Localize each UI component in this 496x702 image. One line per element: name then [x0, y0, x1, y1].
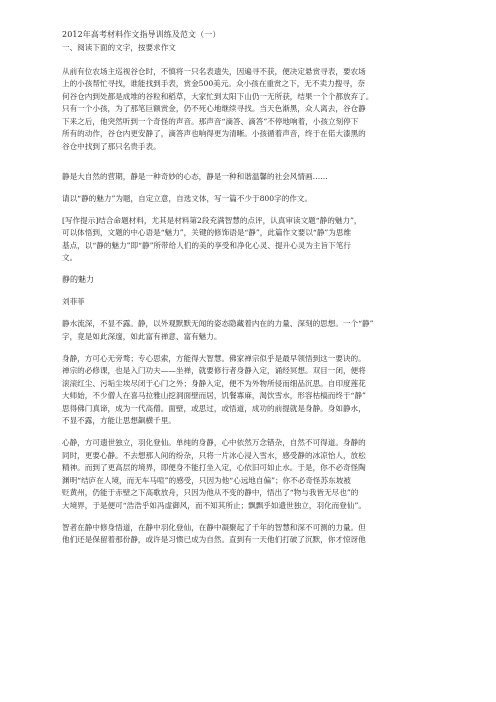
paragraph-line: 渊明“结庐在人境，而无车马喧”的感受，只因为他“心远地自偏”；你不必奇怪苏东坡被 — [62, 475, 351, 485]
paragraph-line: 智者在静中修身悟道，在静中羽化登仙，在静中凝聚起了千年的智慧和深不可测的力量。但 — [62, 522, 366, 532]
paragraph-line: 精神。而到了更高层的境界，即便身不能打坐入定，心依旧可如止水。于是，你不必奇怪陶 — [62, 463, 366, 472]
paragraph-line: 下来之后，他突然听到一个奇怪的声音。那声音“滴答、滴答”不停地响着，小孩立刻停下 — [62, 116, 359, 126]
paragraph-line: 上的小孩帮忙寻找，谁能找到手表，赏金500美元。众小孩在重赏之下，无不卖力搜寻，奈 — [62, 79, 366, 88]
doc-title: 2012年高考材料作文指导训练及范文（一） — [62, 30, 221, 39]
essay-paragraph-1 — [62, 318, 436, 343]
paragraph-line: 同时，更要心静。不去想那人间的纷杂，只将一片冰心浸入雪水，感受静的冰凉怡人，放松 — [62, 450, 366, 460]
paragraph-line: 基点，以“静的魅力”即“静”所带给人们的美的享受和净化心灵、提升心灵为主旨下笔行 — [62, 240, 351, 250]
paragraph-line: 只有一个小孩，为了那笔巨额赏金，仍不死心地继续寻找。当天色渐黑，众人离去，谷仓静 — [62, 104, 366, 113]
paragraph-line: 所有的动作，谷仓内更安静了，滴答声也响得更为清晰。小孩循着声音，终于在偌大漆黑的 — [62, 129, 366, 138]
paragraph-line: 大境界，于是便可“浩浩乎如冯虚御风，而不知其所止；飘飘乎如遗世独立，羽化而登仙”。 — [62, 500, 366, 510]
paragraph-line: 字，竟是如此深邃，如此富有禅意、富有魅力。 — [62, 331, 222, 341]
paragraph-line: 大师始，不少僧人在喜马拉雅山挖洞面壁而居，饥餐寡麻，渴饮雪水，形容枯槁而终于“静” — [62, 391, 366, 400]
paragraph-line: 何谷仓内到处都是成堆的谷粒和稻草，大家忙到太阳下山仍一无所获，结果一个个都放弃了。 — [62, 91, 374, 101]
story-paragraph — [62, 66, 436, 154]
essay-title: 静的魅力 — [62, 275, 94, 284]
paragraph-line: 静水流深，不显不露。静，以外观默默无闻的姿态隐藏着内在的力量、深刻的思想。一个“静” — [62, 319, 374, 328]
essay-paragraph-2 — [62, 353, 436, 428]
essay-paragraph-3 — [62, 437, 436, 512]
paragraph-line: 滚滚红尘、污垢尘埃尽闭于心门之外；身静入定，便不为外物所侵而细品沉思。自印度莲花 — [62, 378, 366, 388]
section-heading: 一、阅读下面的文字，按要求作文 — [62, 42, 176, 52]
requirement-line: 请以“静的魅力”为题，自定立意，自选文体，写一篇不少于800字的作文。 — [62, 193, 313, 203]
paragraph-line: 禅宗的必修课，也是入门功夫——坐禅，就要修行者身静入定，诵经冥想。双目一闭，便将 — [62, 366, 366, 375]
paragraph-line: 心静，方可遗世独立，羽化登仙。单纯的身静，心中依然万念错杂，自然不可得道。身静的 — [62, 438, 366, 447]
paragraph-line: [写作提示]结合命题材料，尤其是材料第2段充满智慧的点评，认真审读文题“静的魅力”， — [62, 215, 362, 225]
paragraph-line: 不显不露，方能让思想飙横千里。 — [62, 416, 176, 425]
paragraph-line: 他们还是保留着那份静，或许是习惯已成为自然。直到有一天他们打破了沉默，你才惊讶他 — [62, 535, 366, 544]
paragraph-line: 贬黄州，仍能于赤壁之下高歌放舟，只因为他从不变的静中，悟出了“物与我皆无尽也”的 — [62, 488, 359, 497]
paragraph-line: 身静，方可心无旁骛；专心思索，方能得大智慧。佛家禅宗似乎是最早领悟到这一要诀的。 — [62, 353, 366, 363]
paragraph-line: 文。 — [62, 253, 78, 262]
writing-tip-paragraph — [62, 215, 436, 265]
essay-author: 刘菲菲 — [62, 297, 85, 306]
paragraph-line: 从前有位农场主巡视谷仓时，不慎将一只名表遗失，因遍寻不获，便决定悬赏寻表，要农场 — [62, 66, 366, 76]
quote-line: 静是大自然的营期，静是一种奇妙的心态，静是一种和谐温馨的社会风情画…… — [62, 171, 328, 181]
paragraph-line: 思得佛门真谛，成为一代高僧。面壁，或思过，或悟道，成功的前提就是身静。身如静水， — [62, 403, 366, 413]
paragraph-line: 可以体悟到，文题的中心语是“魅力”，关键的修饰语是“静”，此篇作文要以“静”为思维 — [62, 228, 352, 237]
essay-paragraph-4 — [62, 522, 436, 547]
paragraph-line: 谷仓中找到了那只名贵手表。 — [62, 141, 161, 151]
